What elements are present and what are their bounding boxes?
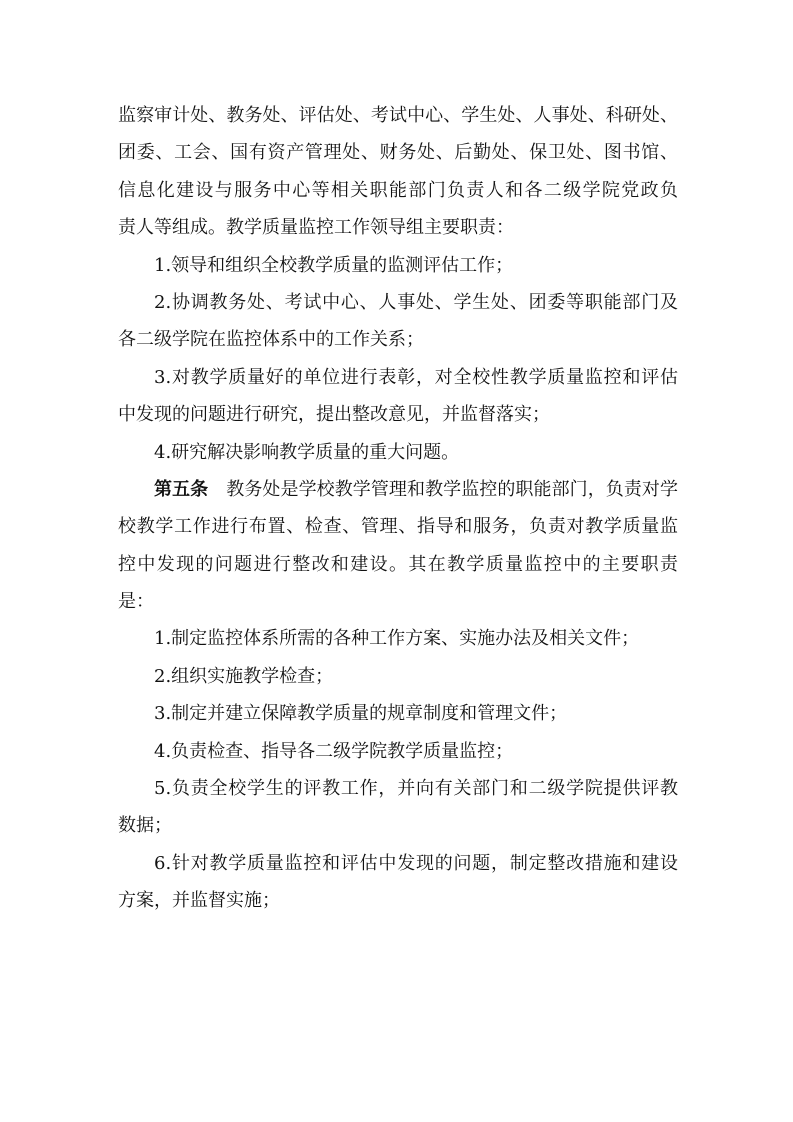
list-item: 4.研究解决影响教学质量的重大问题。: [154, 441, 460, 463]
list-item: 1.制定监控体系所需的各种工作方案、实施办法及相关文件；: [154, 628, 640, 650]
text-line: 数据；: [118, 815, 172, 837]
text-line: 是：: [118, 591, 154, 613]
text-line: 责人等组成。教学质量监控工作领导组主要职责：: [118, 217, 514, 239]
text-line: 中发现的问题进行研究，提出整改意见，并监督落实；: [118, 404, 550, 426]
document-page: [118, 97, 678, 920]
text-line: 控中发现的问题进行整改和建设。其在教学质量监控中的主要职责: [118, 553, 678, 575]
article-heading: 第五条: [154, 478, 209, 500]
list-item: 4.负责检查、指导各二级学院教学质量监控；: [154, 740, 514, 762]
text-line: 校教学工作进行布置、检查、管理、指导和服务，负责对教学质量监: [118, 516, 678, 538]
list-item: 2.协调教务处、考试中心、人事处、学生处、团委等职能部门及: [154, 291, 678, 313]
text-line: 团委、工会、国有资产管理处、财务处、后勤处、保卫处、图书馆、: [118, 142, 678, 164]
text-line: 监察审计处、教务处、评估处、考试中心、学生处、人事处、科研处、: [118, 105, 678, 126]
text-line: 方案，并监督实施；: [118, 890, 280, 912]
list-item: 5.负责全校学生的评教工作，并向有关部门和二级学院提供评教: [154, 778, 678, 800]
article-paragraph: [118, 471, 678, 508]
list-item: 6.针对教学质量监控和评估中发现的问题，制定整改措施和建设: [154, 852, 678, 874]
list-item: 2.组织实施教学检查；: [154, 665, 334, 687]
list-item: 3.对教学质量好的单位进行表彰，对全校性教学质量监控和评估: [154, 366, 678, 388]
text-line: 信息化建设与服务中心等相关职能部门负责人和各二级学院党政负: [118, 179, 678, 201]
list-item: 3.制定并建立保障教学质量的规章制度和管理文件；: [154, 703, 568, 725]
article-text: 教务处是学校教学管理和教学监控的职能部门，负责对学: [226, 478, 679, 500]
text-line: 各二级学院在监控体系中的工作关系；: [118, 329, 424, 351]
list-item: 1.领导和组织全校教学质量的监测评估工作；: [154, 254, 514, 276]
